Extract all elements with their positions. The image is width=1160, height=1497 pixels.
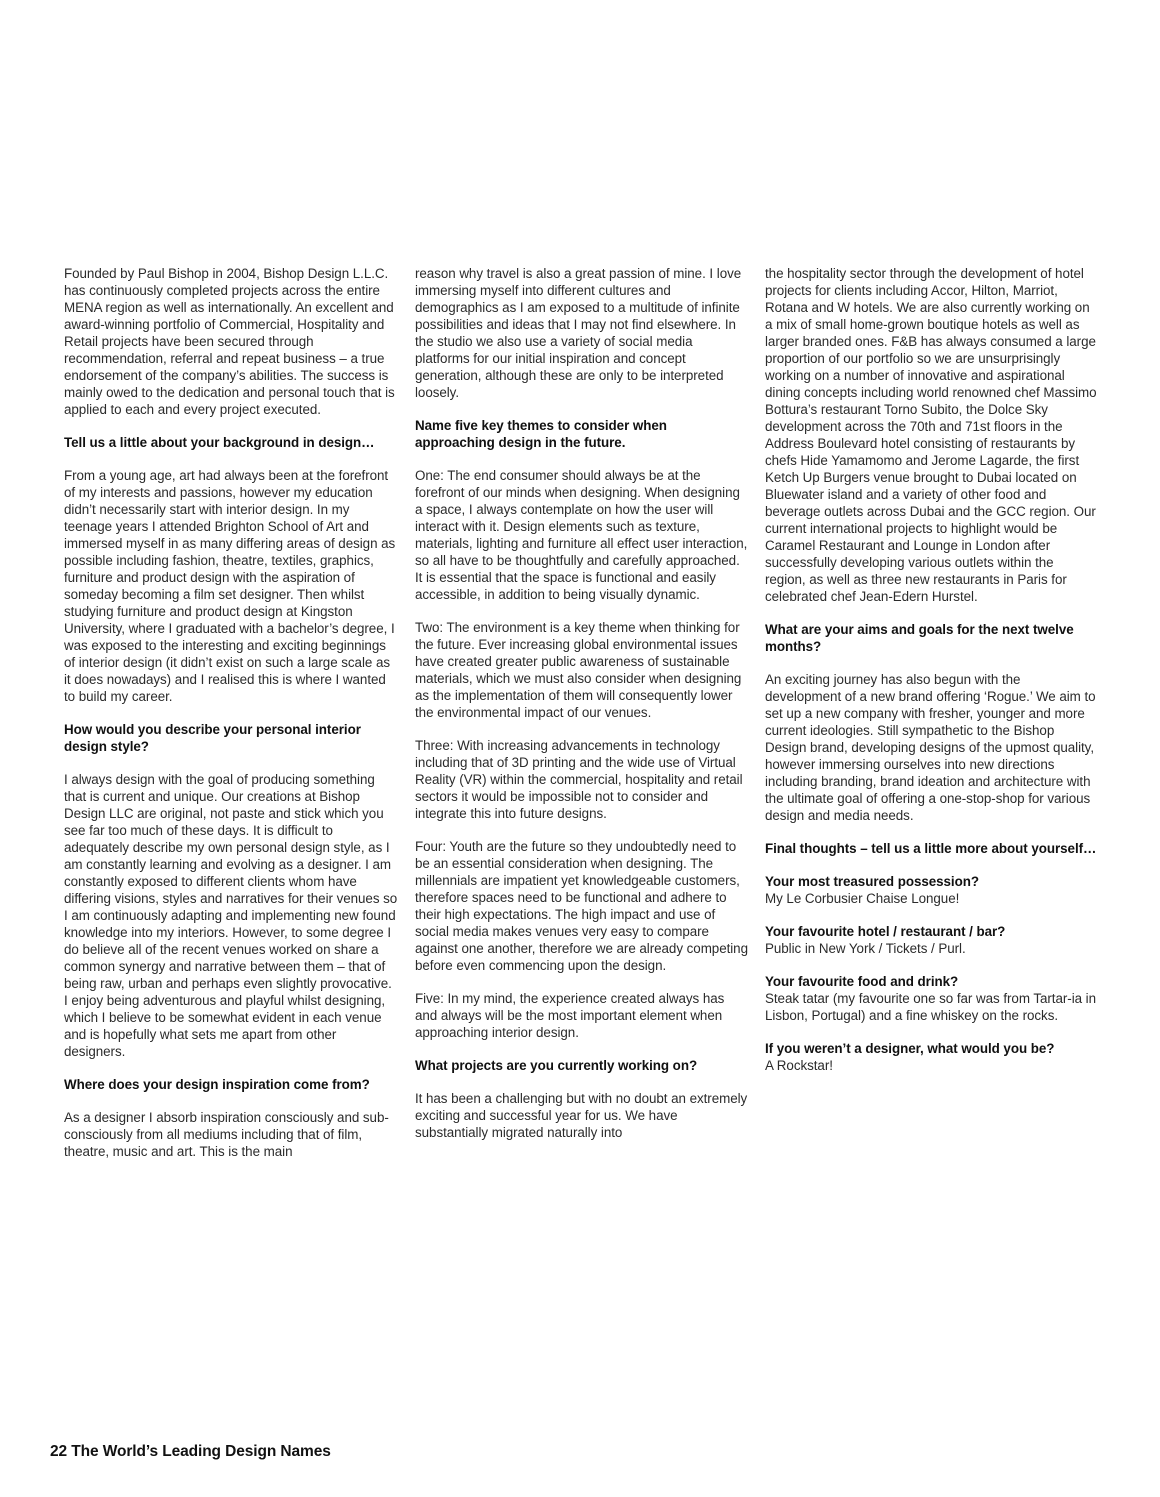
quickfire-item	[765, 1040, 1097, 1074]
theme-five-paragraph: Five: In my mind, the experience created always has and always will be the most important element when approaching interior design.	[415, 991, 725, 1040]
quickfire-answer: Public in New York / Tickets / Purl.	[765, 941, 966, 956]
quickfire-answer: Steak tatar (my favourite one so far was from Tartar-ia in Lisbon, Portugal) and a fine whiskey on the rocks.	[765, 991, 1097, 1023]
theme-two-paragraph: Two: The environment is a key theme when thinking for the future. Ever increasing global environmental issues have created greater public awareness of sustainable materials, which we must also consider when designing as the implementation of them will consequently lower the environmental impact of our venues.	[415, 620, 742, 720]
question-heading: Final thoughts – tell us a little more about yourself…	[765, 841, 1097, 856]
question-heading: Where does your design inspiration come from?	[64, 1077, 370, 1092]
theme-three-paragraph: Three: With increasing advancements in technology including that of 3D printing and the wide use of Virtual Reality (VR) within the commercial, hospitality and retail sectors it would be impossible not to consider and integrate this into future designs.	[415, 738, 743, 821]
quickfire-question: If you weren’t a designer, what would you be?	[765, 1041, 1055, 1056]
question-heading: What projects are you currently working on?	[415, 1058, 698, 1073]
quickfire-item	[765, 973, 1097, 1024]
answer-paragraph: I always design with the goal of producing something that is current and unique. Our creations at Bishop Design LLC are original, not paste and stick which you see far too much of these days. It is difficult to adequately describe my own personal design style, as I am constantly learning and evolving as a designer. I am constantly exposed to different clients whom have differing visions, styles and narratives for their venues so I am continuously adapting and implementing new found knowledge into my interiors. However, to some degree I do believe all of the recent venues worked on share a common synergy and narrative between them – that of being raw, urban and perhaps even slightly provocative. I enjoy being adventurous and playful whilst designing, which I believe to be somewhat evident in each venue and is hopefully what sets me apart from other designers.	[64, 772, 398, 1059]
answer-paragraph: the hospitality sector through the development of hotel projects for clients including Accor, Hilton, Marriot, Rotana and W hotels. We are also currently working on a mix of small home-grown boutique hotels as well as larger branded ones. F&B has always consumed a large proportion of our portfolio so we are unsurprisingly working on a number of innovative and aspirational dining concepts including world renowned chef Massimo Bottura’s restaurant Torno Subito, the Dolce Sky development across the 70th and 71st floors in the Address Boulevard hotel consisting of restaurants by chefs Hide Yamamomo and Jerome Lagarde, the first Ketch Up Burgers venue brought to Dubai located on Bluewater island and a variety of other food and beverage outlets across Dubai and the GCC region. Our current international projects to highlight would be Caramel Restaurant and Lounge in London after successfully developing various outlets within the region, as well as three new restaurants in Paris for celebrated chef Jean-Edern Hurstel.	[765, 266, 1097, 604]
intro-paragraph: Founded by Paul Bishop in 2004, Bishop Design L.L.C. has continuously completed projects across the entire MENA region as well as internationally. An excellent and award-winning portfolio of Commercial, Hospitality and Retail projects have been secured through recommendation, referral and repeat business – a true endorsement of the company’s abilities. The success is mainly owed to the dedication and personal touch that is applied to each and every project executed.	[64, 266, 395, 417]
page-footer	[50, 1443, 331, 1461]
question-heading: What are your aims and goals for the next twelve months?	[765, 622, 1074, 654]
quickfire-item	[765, 923, 1097, 957]
theme-four-paragraph: Four: Youth are the future so they undoubtedly need to be an essential consideration when designing. The millennials are impatient yet knowledgeable customers, therefore spaces need to be functional and adhere to their high expectations. The high impact and use of social media makes venues very easy to compare against one another, therefore we are already competing before even commencing upon the design.	[415, 839, 748, 973]
article-column-2	[415, 265, 749, 1157]
answer-paragraph: It has been a challenging but with no doubt an extremely exciting and successful year for us. We have substantially migrated naturally into	[415, 1091, 748, 1140]
quickfire-question: Your favourite hotel / restaurant / bar?	[765, 924, 1006, 939]
answer-paragraph: As a designer I absorb inspiration consciously and sub-consciously from all mediums including that of film, theatre, music and art. This is the main	[64, 1110, 389, 1159]
publication-title: The World’s Leading Design Names	[71, 1443, 331, 1460]
question-heading: Name five key themes to consider when approaching design in the future.	[415, 418, 667, 450]
quickfire-question: Your favourite food and drink?	[765, 974, 959, 989]
quickfire-answer: My Le Corbusier Chaise Longue!	[765, 891, 960, 906]
answer-paragraph: An exciting journey has also begun with the development of a new brand offering ‘Rogue.’ We aim to set up a new company with fresher, younger and more current ideologies. Still sympathetic to the Bishop Design brand, developing designs of the upmost quality, however immersing ourselves into new directions including branding, brand ideation and architecture with the ultimate goal of offering a one-stop-shop for various design and media needs.	[765, 672, 1096, 823]
question-heading: Tell us a little about your background in design…	[64, 435, 375, 450]
answer-paragraph: reason why travel is also a great passion of mine. I love immersing myself into different cultures and demographics as I am exposed to a multitude of infinite possibilities and ideas that I may not find elsewhere. In the studio we also use a variety of social media platforms for our initial inspiration and concept generation, although these are only to be interpreted loosely.	[415, 266, 742, 400]
quickfire-item	[765, 873, 1097, 907]
quickfire-question: Your most treasured possession?	[765, 874, 979, 889]
answer-paragraph: From a young age, art had always been at the forefront of my interests and passions, however my education didn’t necessarily start with interior design. In my teenage years I attended Brighton School of Art and immersed myself in as many differing areas of design as possible including fashion, theatre, textiles, graphics, furniture and product design with the aspiration of someday becoming a film set designer. Then whilst studying furniture and product design at Kingston University, where I graduated with a bachelor’s degree, I was exposed to the interesting and exciting beginnings of interior design (it didn’t exist on such a large scale as it does nowadays) and I realised this is where I wanted to build my career.	[64, 468, 396, 704]
page-number: 22	[50, 1443, 68, 1460]
question-heading: How would you describe your personal interior design style?	[64, 722, 361, 754]
article-column-1	[64, 265, 398, 1176]
theme-one-paragraph: One: The end consumer should always be at the forefront of our minds when designing. When designing a space, I always contemplate on how the user will interact with it. Design elements such as texture, materials, lighting and furniture all effect user interaction, so all have to be thoughtfully and carefully approached. It is essential that the space is functional and easily accessible, in addition to being visually dynamic.	[415, 468, 748, 602]
article-column-3	[765, 265, 1097, 1090]
quickfire-answer: A Rockstar!	[765, 1058, 833, 1073]
